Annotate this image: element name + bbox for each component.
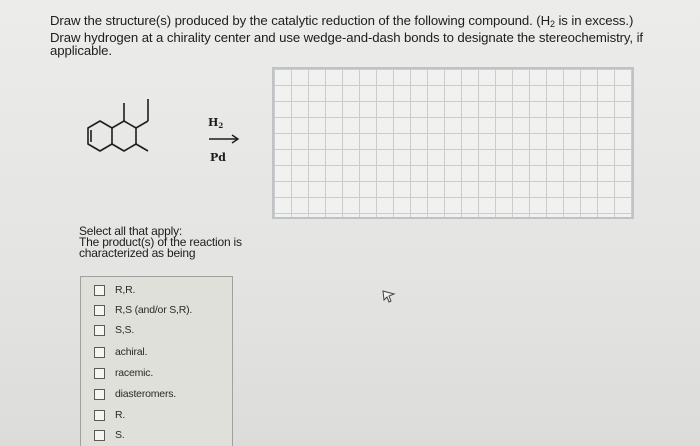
- question-text: [50, 14, 690, 57]
- question-line-1: Draw the structure(s) produced by the catalytic reduction of the following compound. (H: [50, 13, 550, 28]
- methyl-bond-right: [136, 144, 148, 151]
- option-label: R,R.: [115, 284, 136, 296]
- question-line-1-end: is in excess.): [554, 13, 634, 28]
- checkbox[interactable]: [94, 347, 105, 358]
- option-rr[interactable]: [94, 283, 135, 297]
- mouse-cursor-icon: [381, 288, 397, 304]
- checkbox[interactable]: [94, 285, 105, 296]
- methyl-bond-top: [136, 121, 148, 128]
- select-line-1: Select all that apply:: [79, 224, 182, 238]
- option-label: achiral.: [115, 346, 148, 358]
- option-rs-sr[interactable]: [94, 303, 192, 317]
- option-ss[interactable]: [94, 323, 134, 337]
- question-line-3: applicable.: [50, 43, 112, 58]
- option-label: R.: [115, 409, 126, 421]
- checkbox[interactable]: [94, 410, 105, 421]
- reagent-hydrogen: $H_2$: [208, 116, 224, 130]
- checkbox[interactable]: [94, 368, 105, 379]
- checkbox[interactable]: [94, 325, 105, 336]
- question-line-2: Draw hydrogen at a chirality center and use wedge-and-dash bonds to designate the stereochemistry, if: [50, 30, 643, 45]
- option-label: racemic.: [115, 367, 154, 379]
- select-instructions: [79, 226, 299, 259]
- options-panel: [80, 276, 233, 446]
- option-r[interactable]: [94, 408, 125, 422]
- checkbox[interactable]: [94, 305, 105, 316]
- ring-link-bond: [112, 121, 124, 128]
- option-achiral[interactable]: [94, 345, 147, 359]
- question-subscript: 2: [550, 19, 555, 29]
- checkbox[interactable]: [94, 430, 105, 441]
- checkbox[interactable]: [94, 389, 105, 400]
- option-s[interactable]: [94, 428, 125, 442]
- select-line-2: The product(s) of the reaction is: [79, 235, 242, 249]
- drawing-canvas[interactable]: [272, 67, 634, 219]
- option-label: S.: [115, 429, 125, 441]
- option-diastereomers[interactable]: [94, 387, 176, 401]
- option-racemic[interactable]: [94, 366, 153, 380]
- select-line-3: characterized as being: [79, 246, 196, 260]
- option-label: diasteromers.: [115, 388, 177, 400]
- option-label: S,S.: [115, 324, 135, 336]
- option-label: R,S (and/or S,R).: [115, 304, 193, 316]
- reagent-catalyst: Pd: [210, 151, 226, 164]
